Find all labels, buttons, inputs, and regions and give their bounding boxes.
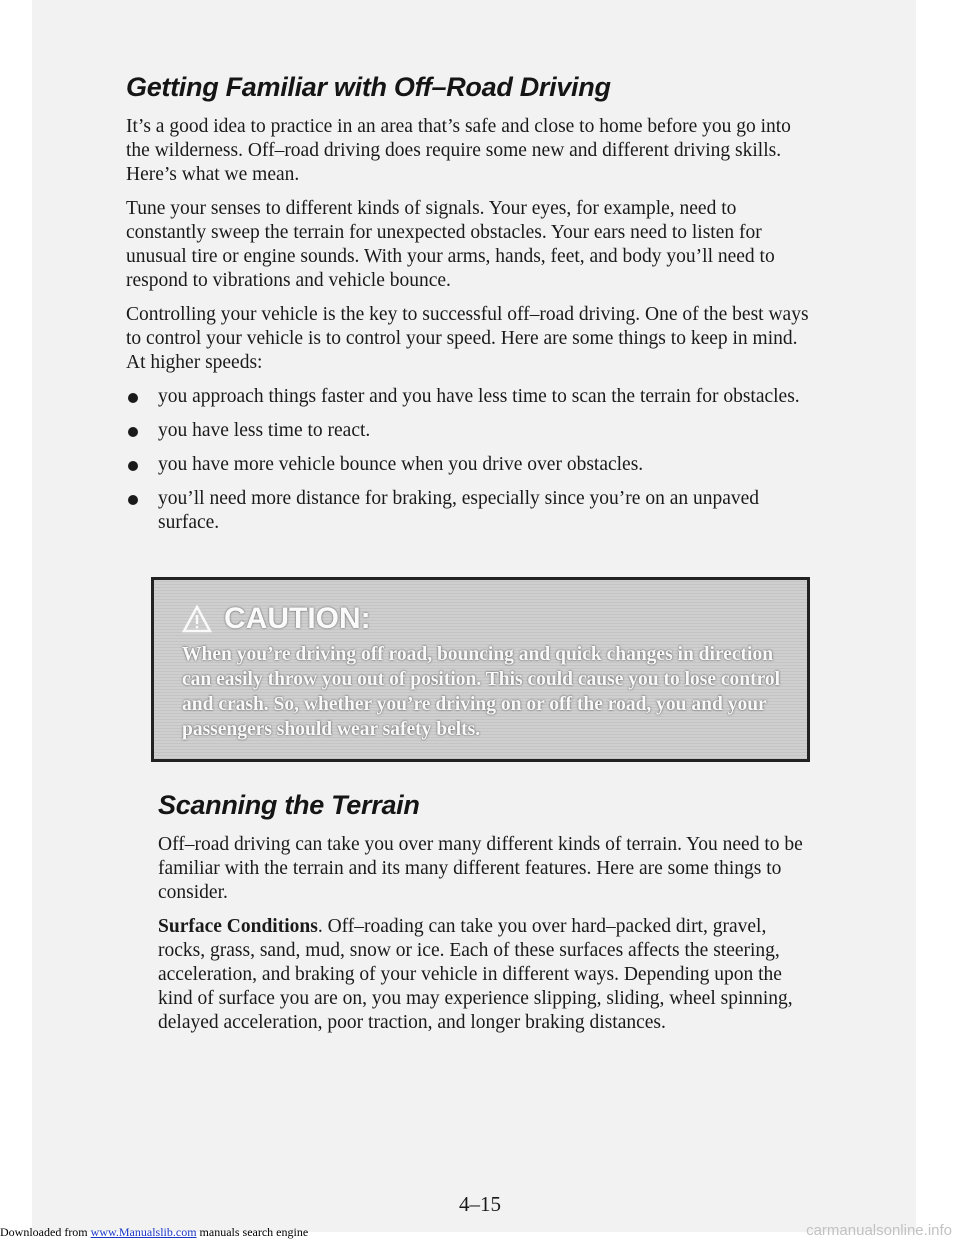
download-footer: Downloaded from www.Manualslib.com manuals search engine [0,1225,309,1239]
paragraph-surface-conditions: Surface Conditions. Off–roading can take you over hard–packed dirt, gravel, rocks, grass, sand, mud, snow or ice. Each of these surfaces affects the steering, acceleration, and braking of your vehicle in different ways. Depending upon the kind of surface you are on, you may experience slipping, sliding, wheel spinning, delayed acceleration, poor traction, and longer braking distances. [158,916,793,1033]
surface-conditions-label: Surface Conditions [158,916,318,937]
caution-text: When you’re driving off road, bouncing and quick changes in direction can easily throw you out of position. This could cause you to lose control and crash. So, whether you’re driving on or off the road, you and your passengers should wear safety belts. [182,644,781,740]
page-number: 4–15 [459,1192,501,1216]
list-item: you have less time to react. [126,419,816,443]
section-title: Scanning the Terrain [158,790,420,820]
caution-title: CAUTION: [224,602,371,635]
bullet-icon [128,461,138,471]
section-off-road-driving [126,72,816,545]
caution-header [182,602,371,636]
paragraph-control: Controlling your vehicle is the key to successful off–road driving. One of the best ways to control your vehicle is to control your speed. Here are some things to keep in mind. At higher speeds: [126,304,809,373]
paragraph-senses: Tune your senses to different kinds of signals. Your eyes, for example, need to constantly sweep the terrain for unexpected obstacles. Your ears need to listen for unusual tire or engine sounds. With your arms, hands, feet, and body you’ll need to respond to vibrations and vehicle bounce. [126,198,775,291]
section-title: Getting Familiar with Off–Road Driving [126,72,611,102]
watermark: carmanualsonline.info [806,1222,952,1239]
section-scanning-terrain [158,790,818,1035]
caution-box [151,577,810,762]
list-item: you approach things faster and you have less time to scan the terrain for obstacles. [126,385,816,409]
bullet-icon [128,393,138,403]
bullet-icon [128,427,138,437]
list-item: you have more vehicle bounce when you drive over obstacles. [126,453,816,477]
bullet-icon [128,495,138,505]
list-item: you’ll need more distance for braking, especially since you’re on an unpaved surface. [126,487,816,535]
speed-bullet-list [126,385,816,535]
paragraph-terrain-intro: Off–road driving can take you over many different kinds of terrain. You need to be familiar with the terrain and its many different features. Here are some things to consider. [158,834,803,903]
paragraph-practice: It’s a good idea to practice in an area that’s safe and close to home before you go into the wilderness. Off–road driving does require some new and different driving skills. Here’s what we mean. [126,116,791,185]
manualslib-link[interactable]: www.Manualslib.com [90,1225,197,1239]
warning-triangle-icon [182,605,212,633]
